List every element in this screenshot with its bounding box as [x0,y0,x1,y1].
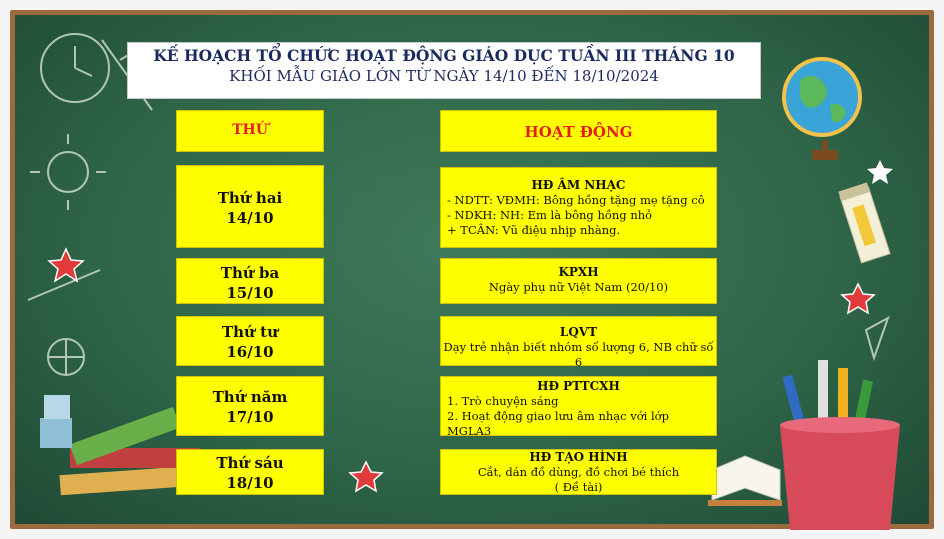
activity-cell-tuesday [440,258,717,304]
activity-title: HĐ PTTCXH [537,379,620,393]
day-name: Thứ năm [212,388,288,406]
pencil-icon [838,182,890,263]
activity-cell-monday [440,167,717,248]
day-date: 14/10 [226,209,274,227]
star-icon [867,160,893,184]
open-book-icon [708,456,782,506]
day-date: 15/10 [226,284,274,302]
day-cell-friday [176,449,324,495]
activity-title: HĐ TẠO HÌNH [529,450,628,464]
activity-line: + TCÂN: Vũ điệu nhịp nhàng. [447,223,621,237]
paper-plane-icon [866,318,888,358]
star-icon [842,284,874,313]
sun-icon [48,152,88,192]
activity-line: 2. Hoạt động giao lưu âm nhạc với lớp MGLA3 [447,409,669,438]
day-name: Thứ tư [221,323,279,341]
day-date: 18/10 [226,474,274,492]
day-name: Thứ hai [217,189,283,207]
activity-line: - NDKH: NH: Em là bông hồng nhỏ [447,208,653,222]
activity-cell-thursday [440,376,717,436]
globe-icon [784,59,860,160]
star-icon [49,249,83,281]
activity-cell-wednesday [440,316,717,369]
activity-line: ( Đề tài) [554,480,603,494]
day-cell-monday [176,165,324,248]
activity-line: Ngày phụ nữ Việt Nam (20/10) [488,280,669,294]
page-title: KẾ HOẠCH TỔ CHỨC HOẠT ĐỘNG GIÁO DỤC TUẦN III THÁNG 10 [153,46,735,65]
activity-title: KPXH [558,265,599,279]
activity-line: 1. Trò chuyện sáng [447,394,559,408]
activity-title: HĐ ÂM NHẠC [531,178,626,192]
pencil-cup-icon [780,360,900,530]
activity-line: - NDTT: VĐMH: Bông hồng tặng mẹ tặng cô [447,193,705,207]
day-date: 16/10 [226,343,274,361]
star-icon [350,462,382,491]
activity-title: LQVT [559,325,598,339]
title-box [127,42,761,99]
column-header-activity: HOẠT ĐỘNG [440,110,717,152]
activity-line: Dạy trẻ nhận biết nhóm số lượng 6, NB chữ số 6 [443,340,714,369]
day-name: Thứ ba [220,264,280,282]
page-subtitle: KHỐI MẪU GIÁO LỚN TỪ NGÀY 14/10 ĐẾN 18/10/2024 [229,67,659,85]
day-date: 17/10 [226,408,274,426]
day-cell-thursday [176,376,324,436]
activity-line: Cắt, dán đồ dùng, đồ chơi bé thích [477,465,680,479]
column-header-day: THỨ [176,110,324,152]
activity-cell-friday [440,449,717,495]
day-name: Thứ sáu [216,454,284,472]
day-cell-tuesday [176,258,324,304]
day-cell-wednesday [176,316,324,366]
